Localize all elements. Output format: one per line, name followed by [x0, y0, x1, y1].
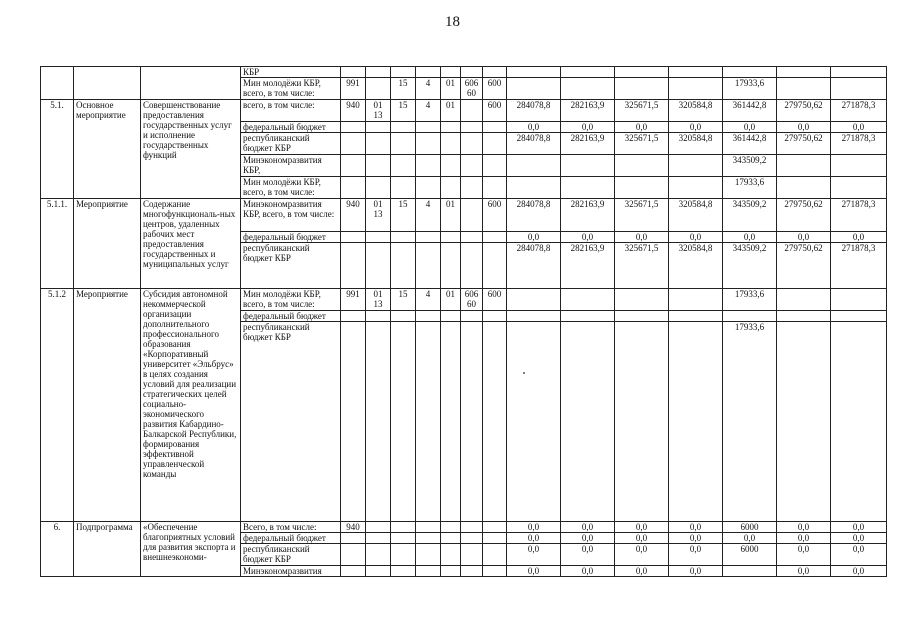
cell-executor: Минэкономразвития КБР, всего, в том числе: [241, 199, 341, 232]
table-row: республиканский бюджет КБР 0,0 0,0 0,0 0,0 6000 0,0 0,0 [41, 544, 887, 566]
cell-executor: федеральный бюджет [241, 533, 341, 544]
table-row: 6. Подпрограмма «Обеспечение благоприятных условий для развития экспорта и внешнеэкономи- Всего, в том числе: 940 0,0 0,0 0,0 0,0 6000 0,0 0,0 [41, 522, 887, 533]
cell-status: Мероприятие [74, 289, 141, 522]
table-row: федеральный бюджет 0,0 0,0 0,0 0,0 0,0 0,0 0,0 [41, 232, 887, 243]
cell-title: Содержание многофункциональ-ных центров, удаленных рабочих мест предоставления государственных и муниципальных услуг [141, 199, 241, 289]
cell-executor: Всего, в том числе: [241, 522, 341, 533]
table-row: федеральный бюджет 0,0 0,0 0,0 0,0 0,0 0,0 0,0 [41, 533, 887, 544]
table-row: республиканский бюджет КБР 284078,8 282163,9 325671,5 320584,8 361442,8 279750,62 271878,3 [41, 133, 887, 155]
cell-title [141, 67, 241, 100]
table-row: Минэкономразвития 0,0 0,0 0,0 0,0 0,0 0,0 [41, 566, 887, 577]
cell-status: Подпрограмма [74, 522, 141, 577]
cell-executor: республиканский бюджет КБР [241, 243, 341, 289]
table-row [41, 67, 887, 78]
page-number: 18 [445, 14, 460, 30]
cell-executor: Минэкономразвития КБР, [241, 155, 341, 177]
cell-num [41, 67, 74, 100]
table-row: 5.1.1. Мероприятие Содержание многофункциональ-ных центров, удаленных рабочих мест предоставления государственных и муниципальных услуг Минэкономразвития КБР, всего, в том числе: 940 01 13 15 4 01 600 284078,8 282163,9 325671,5 320584,8 343509,2 279750,62 271878,3 [41, 199, 887, 232]
cell-executor: федеральный бюджет [241, 122, 341, 133]
cell-executor: республиканский бюджет КБР [241, 133, 341, 155]
cell-status [74, 67, 141, 100]
budget-table [40, 66, 887, 577]
cell-executor: республиканский бюджет КБР [241, 322, 341, 522]
cell-num: 6. [41, 522, 74, 577]
cell-executor: Мин молодёжи КБР, всего, в том числе: [241, 177, 341, 199]
table-row: Минэкономразвития КБР, 343509,2 [41, 155, 887, 177]
cell-executor: федеральный бюджет [241, 311, 341, 322]
table-row: республиканский бюджет КБР 284078,8 282163,9 325671,5 320584,8 343509,2 279750,62 271878,3 [41, 243, 887, 289]
table-row: 5.1.2 Мероприятие Субсидия автономной некоммерческой организации дополнительного профессионального образования «Корпоративный университет «Эльбрус» в целях создания условий для реализации стратегических целей социально-экономического развития Кабардино-Балкарской Республики, формирования эффективной управленческой команды Мин молодёжи КБР, всего, в том числе: 991 01 13 15 4 01 606 60 600 17933,6 [41, 289, 887, 311]
table-row: Мин молодёжи КБР, всего, в том числе: 991 15 4 01 606 60 600 17933,6 [41, 78, 887, 100]
cell-executor: республиканский бюджет КБР [241, 544, 341, 566]
cell-executor: Мин молодёжи КБР, всего, в том числе: [241, 289, 341, 311]
cell-executor: Минэкономразвития [241, 566, 341, 577]
table-row: Мин молодёжи КБР, всего, в том числе: 17933,6 [41, 177, 887, 199]
cell-title: «Обеспечение благоприятных условий для развития экспорта и внешнеэкономи- [141, 522, 241, 577]
scan-speck [523, 372, 525, 374]
cell-executor: Мин молодёжи КБР, всего, в том числе: [241, 78, 341, 100]
cell-num: 5.1. [41, 100, 74, 199]
cell-num: 5.1.2 [41, 289, 74, 522]
cell-executor: КБР [241, 67, 341, 78]
table-row: республиканский бюджет КБР 17933,6 [41, 322, 887, 522]
table-row: федеральный бюджет 0,0 0,0 0,0 0,0 0,0 0,0 0,0 [41, 122, 887, 133]
cell-status: Мероприятие [74, 199, 141, 289]
table-body [41, 67, 887, 577]
table-row: 5.1. Основное мероприятие Совершенствование предоставления государственных услуг и исполнение государственных функций всего, в том числе: 940 01 13 15 4 01 600 284078,8 282163,9 325671,5 320584,8 361442,8 279750,62 271878,3 [41, 100, 887, 122]
cell-title: Совершенствование предоставления государственных услуг и исполнение государственных функций [141, 100, 241, 199]
cell-executor: всего, в том числе: [241, 100, 341, 122]
cell-num: 5.1.1. [41, 199, 74, 289]
cell-status: Основное мероприятие [74, 100, 141, 199]
cell-title: Субсидия автономной некоммерческой организации дополнительного профессионального образования «Корпоративный университет «Эльбрус» в целях создания условий для реализации стратегических целей социально-экономического развития Кабардино-Балкарской Республики, формирования эффективной управленческой команды [141, 289, 241, 522]
cell-executor: федеральный бюджет [241, 232, 341, 243]
